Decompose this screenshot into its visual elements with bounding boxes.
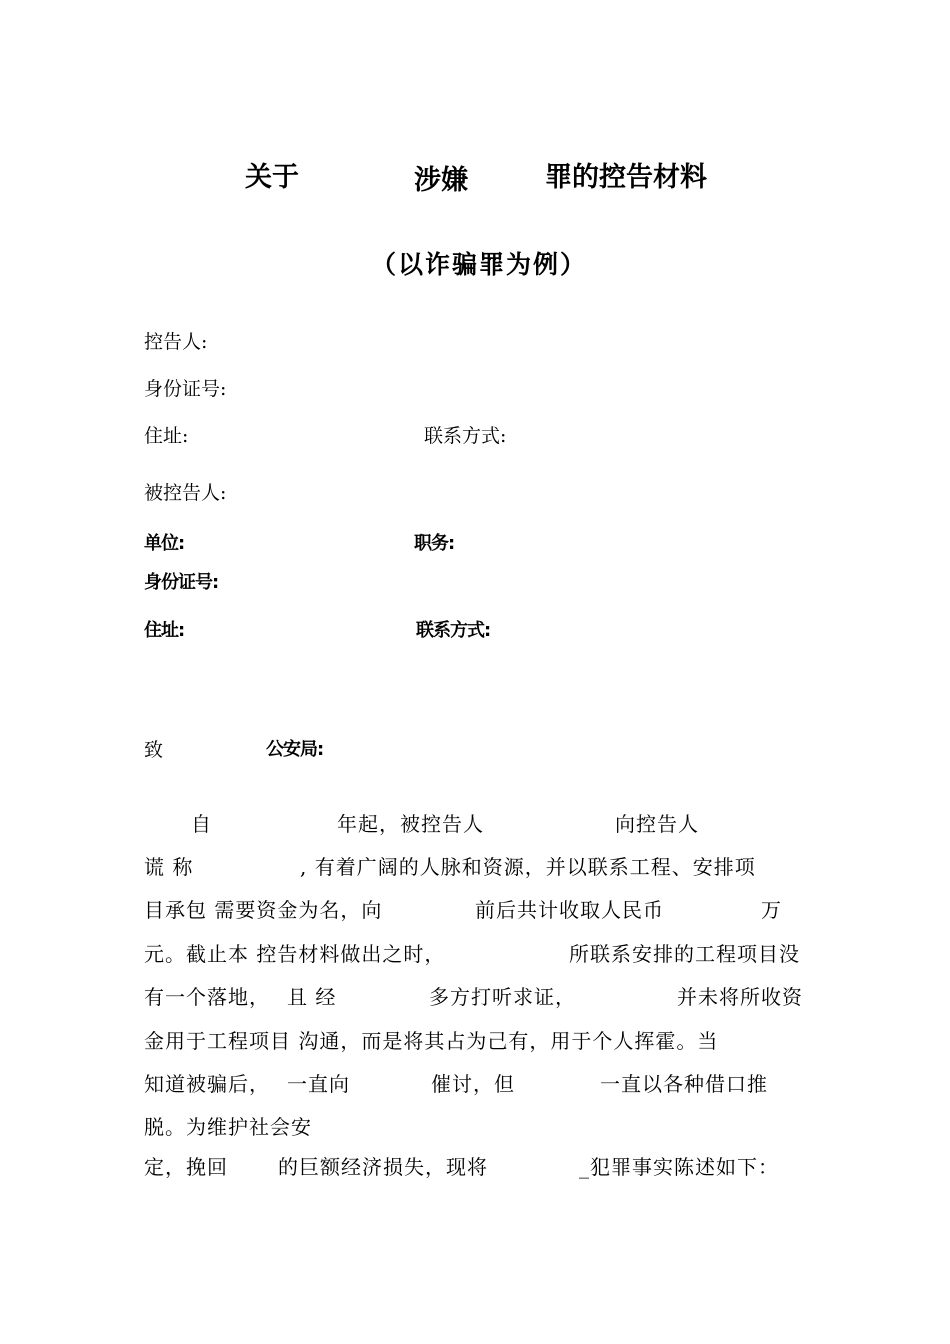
accused-id-label: 身份证号: <box>144 572 219 593</box>
body-text-segment: 金用于工程项目 沟通，而是将其占为己有，用于个人挥霍。当 <box>144 1029 719 1053</box>
subtitle: （以诈骗罪为例） <box>371 250 588 279</box>
body-text-segment: 且 经 <box>287 985 337 1009</box>
title-part-crime: 罪的控告材料 <box>545 162 707 193</box>
body-text-segment: 定，挽回 <box>144 1155 228 1179</box>
complainant-id-label: 身份证号: <box>144 378 227 400</box>
title-part-about: 关于 <box>245 162 299 193</box>
body-text-segment: 催讨，但 <box>431 1072 515 1096</box>
body-text-segment: 目承包 需要资金为名，向 <box>144 898 383 922</box>
accused-contact-label: 联系方式: <box>416 620 491 641</box>
body-text-segment: 向控告人 <box>615 812 699 836</box>
addressee-bureau: 公安局: <box>266 739 324 760</box>
accused-unit-label: 单位: <box>144 533 185 554</box>
body-text-segment: 前后共计收取人民币 <box>475 898 664 922</box>
complainant-address-label: 住址: <box>144 425 189 447</box>
body-text-segment: 的巨额经济损失，现将 <box>278 1155 488 1179</box>
accused-address-label: 住址: <box>144 620 185 641</box>
addressee-to: 致 <box>144 739 164 761</box>
title-part-suspected: 涉嫌 <box>414 165 468 196</box>
accused-position-label: 职务: <box>414 533 455 554</box>
body-text-segment: 并未将所收资 <box>677 985 803 1009</box>
body-text-segment: 谎 称 <box>144 855 194 879</box>
body-text-segment: , 有着广阔的人脉和资源，并以联系工程、安排项 <box>300 855 756 879</box>
complainant-contact-label: 联系方式: <box>424 425 507 447</box>
body-text-segment: _犯罪事实陈述如下： <box>579 1155 779 1179</box>
body-text-segment: 所联系安排的工程项目没 <box>569 942 800 966</box>
body-text-segment: 一直以各种借口推 <box>600 1072 768 1096</box>
body-text-segment: 年起，被控告人 <box>337 812 484 836</box>
body-text-segment: 万 <box>761 898 782 922</box>
body-text-segment: 自 <box>191 812 212 836</box>
body-text-segment: 元。截止本 控告材料做出之时， <box>144 942 446 966</box>
body-text-segment: 知道被骗后， <box>144 1072 270 1096</box>
body-text-segment: 一直向 <box>287 1072 350 1096</box>
accused-heading: 被控告人: <box>144 482 227 504</box>
body-text-segment: 多方打听求证， <box>429 985 576 1009</box>
body-text-segment: 脱。为维护社会安 <box>144 1115 312 1139</box>
complainant-name-label: 控告人: <box>144 331 208 353</box>
body-text-segment: 有一个落地， <box>144 985 270 1009</box>
